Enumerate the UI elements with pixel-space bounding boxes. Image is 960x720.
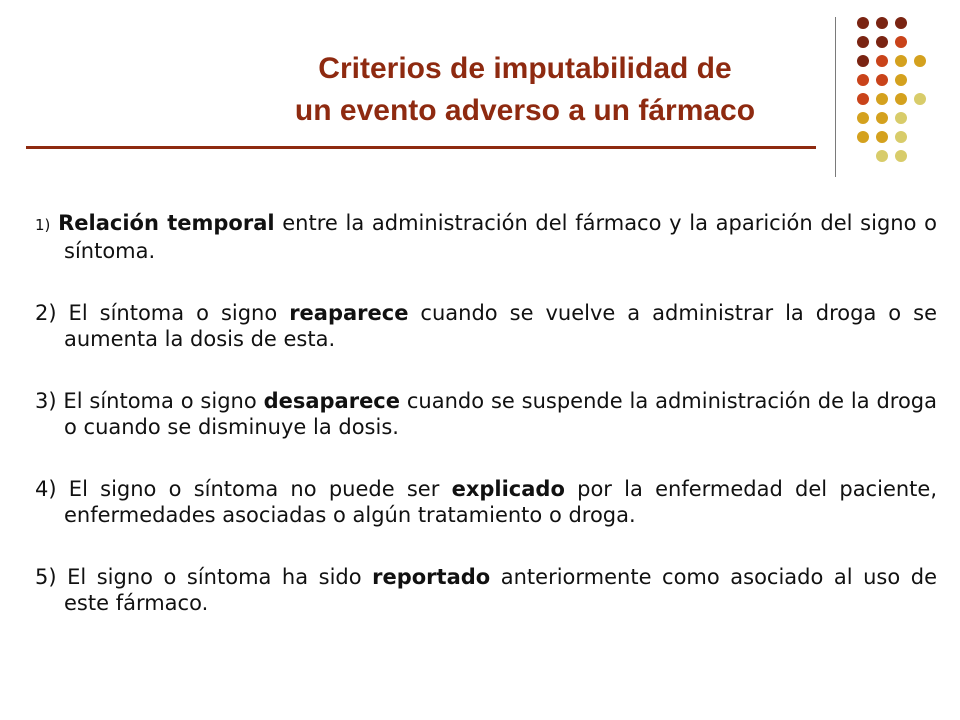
decor-dot — [857, 112, 869, 124]
decor-dot — [857, 93, 869, 105]
criterion-number: 4) — [35, 477, 57, 501]
decor-dot — [914, 55, 926, 67]
decor-dot — [895, 93, 907, 105]
decor-dot — [876, 55, 888, 67]
decor-dot — [857, 55, 869, 67]
decor-dot — [857, 131, 869, 143]
criterion-keyword: reportado — [372, 565, 491, 589]
criterion-keyword: desaparece — [263, 389, 401, 413]
criterion-item — [35, 476, 937, 528]
decor-dot — [876, 112, 888, 124]
decor-dot — [895, 112, 907, 124]
slide-title-line-1: Criterios de imputabilidad de — [318, 52, 732, 85]
criterion-number: 5) — [35, 565, 57, 589]
criterion-keyword: Relación temporal — [58, 211, 275, 235]
decor-dot — [895, 131, 907, 143]
criterion-number: 2) — [35, 301, 57, 325]
decor-dot — [857, 74, 869, 86]
criterion-keyword: reaparece — [289, 301, 409, 325]
criteria-list — [35, 210, 937, 652]
decor-dot — [876, 74, 888, 86]
criterion-text: cuando se vuelve a administrar la droga o se aumenta la dosis de esta. — [64, 301, 937, 351]
criterion-item — [35, 210, 937, 264]
title-underline — [26, 146, 816, 149]
vertical-divider — [835, 17, 836, 177]
decor-dot — [914, 93, 926, 105]
decor-dot — [895, 36, 907, 48]
criterion-text: por la enfermedad del paciente, enfermedades asociadas o algún tratamiento o droga. — [64, 477, 937, 527]
criterion-text — [50, 211, 58, 235]
decor-dot — [895, 74, 907, 86]
decor-dot — [895, 55, 907, 67]
criterion-item — [35, 388, 937, 440]
decor-dot — [857, 36, 869, 48]
slide-title-line-2: un evento adverso a un fármaco — [294, 94, 756, 127]
decor-dot — [876, 131, 888, 143]
criterion-text: cuando se suspende la administración de la droga o cuando se disminuye la dosis. — [64, 389, 937, 439]
criterion-item — [35, 564, 937, 616]
decor-dot — [876, 17, 888, 29]
criterion-number: 1) — [35, 216, 51, 234]
criterion-text: El signo o síntoma ha sido — [56, 565, 373, 589]
criterion-text: El síntoma o signo — [56, 389, 264, 413]
decor-dot — [876, 150, 888, 162]
criterion-text: entre la administración del fármaco y la aparición del signo o síntoma. — [64, 211, 937, 263]
criterion-text: El signo o síntoma no puede ser — [56, 477, 452, 501]
criterion-number: 3) — [35, 389, 57, 413]
decor-dot — [895, 17, 907, 29]
criterion-text: El síntoma o signo — [56, 301, 290, 325]
criterion-item — [35, 300, 937, 352]
decor-dot — [895, 150, 907, 162]
decor-dot — [876, 36, 888, 48]
slide-title — [230, 48, 820, 132]
decor-dot — [876, 93, 888, 105]
decor-dot — [857, 17, 869, 29]
criterion-text: anteriormente como asociado al uso de este fármaco. — [64, 565, 937, 615]
criterion-keyword: explicado — [451, 477, 565, 501]
